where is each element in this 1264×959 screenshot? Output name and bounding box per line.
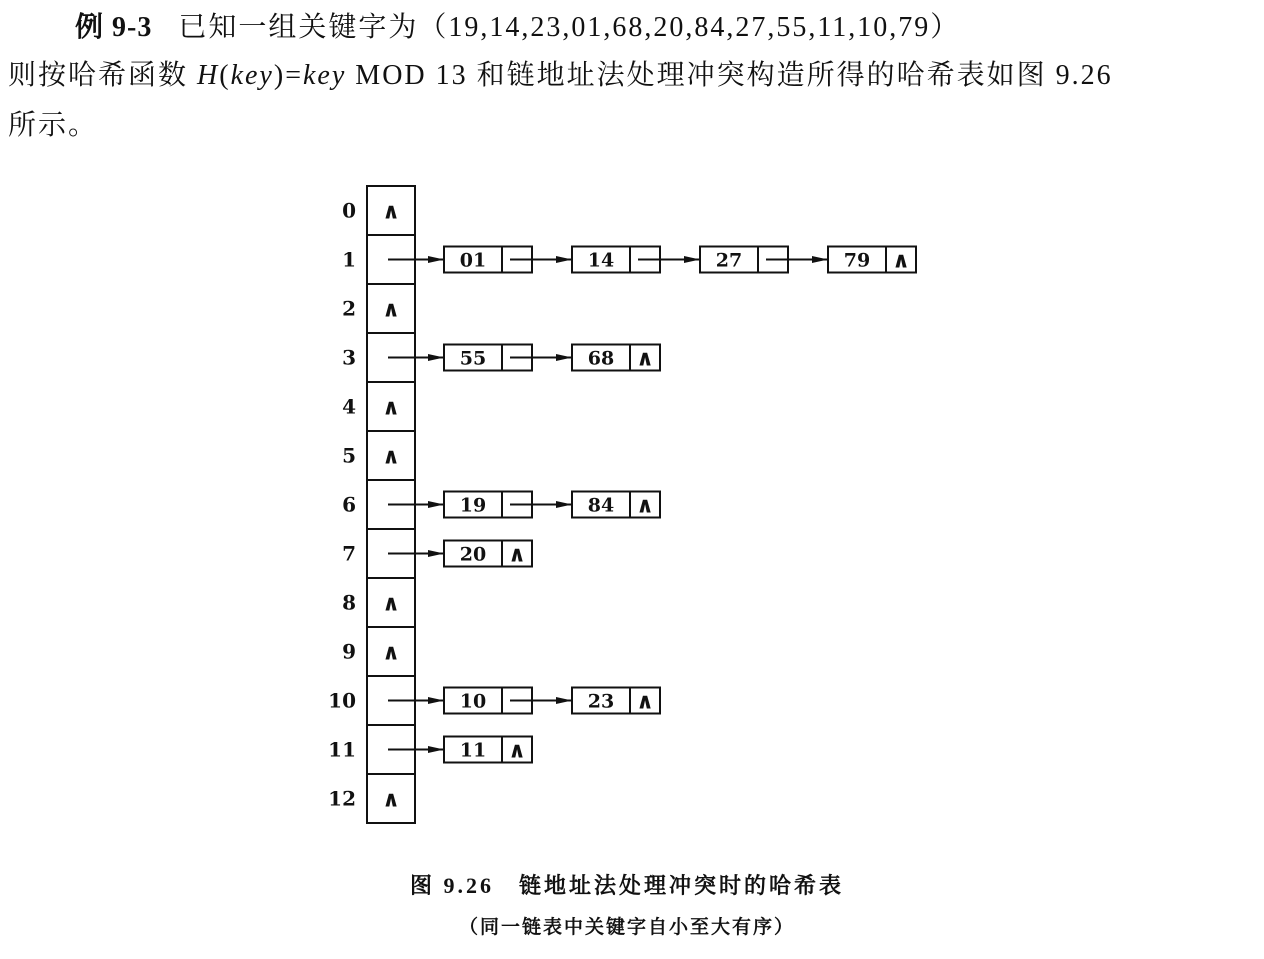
chain-node bbox=[572, 345, 660, 372]
formula-open-paren: ( bbox=[219, 60, 231, 91]
formula-argument: key bbox=[230, 60, 274, 91]
hash-table-figure bbox=[328, 186, 916, 823]
figure-subcaption: （同一链表中关键字自小至大有序） bbox=[458, 917, 795, 938]
node-key-label: 10 bbox=[459, 690, 487, 713]
bucket-index-label: 3 bbox=[342, 345, 356, 370]
bucket-index-label: 4 bbox=[342, 394, 356, 419]
formula-rhs: key bbox=[303, 60, 347, 91]
node-key-label: 84 bbox=[587, 494, 615, 517]
figure-caption: 图 9.26 链地址法处理冲突时的哈希表 bbox=[409, 873, 844, 898]
node-key-label: 11 bbox=[459, 739, 487, 762]
keyword-list-text: 已知一组关键字为（19,14,23,01,68,20,84,27,55,11,10,79） bbox=[178, 12, 961, 43]
node-key-label: 14 bbox=[587, 249, 615, 272]
node-key-label: 55 bbox=[459, 347, 487, 370]
bucket-index-label: 2 bbox=[342, 296, 356, 321]
null-pointer-symbol: ∧ bbox=[636, 493, 654, 519]
line2-prefix: 则按哈希函数 bbox=[8, 60, 198, 91]
null-pointer-symbol: ∧ bbox=[892, 248, 910, 274]
node-key-label: 79 bbox=[843, 249, 871, 272]
null-pointer-symbol: ∧ bbox=[508, 542, 526, 568]
null-pointer-symbol: ∧ bbox=[382, 199, 400, 225]
bucket-index-label: 6 bbox=[342, 492, 356, 517]
null-pointer-symbol: ∧ bbox=[382, 297, 400, 323]
chain-node bbox=[444, 541, 532, 568]
example-label: 例 9-3 bbox=[75, 12, 153, 43]
formula-close-equals: )= bbox=[273, 60, 303, 91]
line3-text: 所示。 bbox=[8, 110, 99, 141]
null-pointer-symbol: ∧ bbox=[382, 640, 400, 666]
null-pointer-symbol: ∧ bbox=[382, 444, 400, 470]
bucket-index-label: 10 bbox=[328, 688, 356, 713]
node-key-label: 01 bbox=[459, 249, 487, 272]
bucket-row bbox=[328, 787, 400, 813]
bucket-row bbox=[328, 737, 532, 764]
formula-function-name: H bbox=[197, 60, 220, 91]
line2-suffix: MOD 13 和链地址法处理冲突构造所得的哈希表如图 9.26 bbox=[346, 60, 1113, 91]
node-key-label: 68 bbox=[587, 347, 615, 370]
bucket-index-label: 5 bbox=[342, 443, 356, 468]
bucket-index-label: 8 bbox=[342, 590, 356, 615]
chain-node bbox=[572, 688, 660, 715]
bucket-index-label: 7 bbox=[342, 541, 356, 566]
bucket-row bbox=[342, 247, 916, 274]
bucket-index-label: 11 bbox=[328, 737, 356, 762]
null-pointer-symbol: ∧ bbox=[636, 689, 654, 715]
bucket-index-label: 12 bbox=[328, 786, 356, 811]
bucket-index-label: 9 bbox=[342, 639, 356, 664]
node-key-label: 20 bbox=[459, 543, 487, 566]
null-pointer-symbol: ∧ bbox=[508, 738, 526, 764]
node-key-label: 19 bbox=[459, 494, 487, 517]
bucket-index-label: 1 bbox=[342, 247, 356, 272]
bucket-index-label: 0 bbox=[342, 198, 356, 223]
null-pointer-symbol: ∧ bbox=[636, 346, 654, 372]
null-pointer-symbol: ∧ bbox=[382, 787, 400, 813]
node-key-label: 27 bbox=[715, 249, 743, 272]
node-key-label: 23 bbox=[587, 690, 615, 713]
chain-node bbox=[572, 492, 660, 519]
chain-node bbox=[828, 247, 916, 274]
chain-node bbox=[444, 737, 532, 764]
null-pointer-symbol: ∧ bbox=[382, 591, 400, 617]
null-pointer-symbol: ∧ bbox=[382, 395, 400, 421]
